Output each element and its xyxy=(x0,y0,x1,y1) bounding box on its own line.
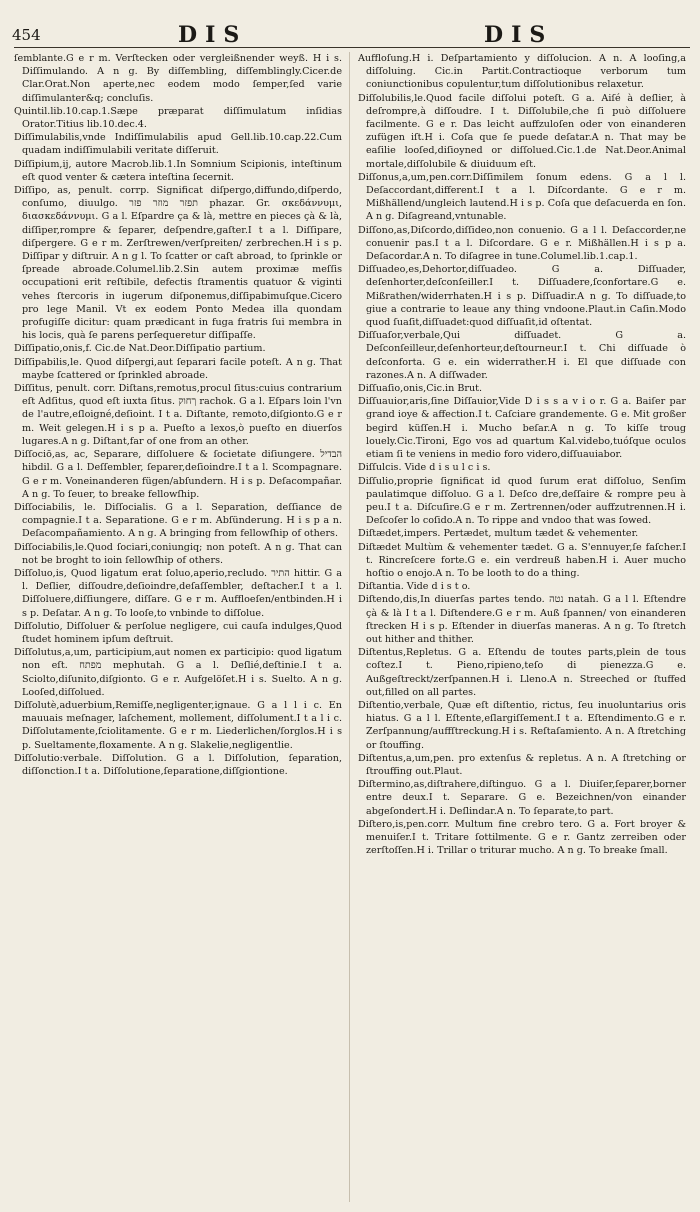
dictionary-entry: Diſſociabilis,le.Quod ſociari,coniungiq; non poteſt. A n g. That can not be broght to ioin ſellowſhip of others. xyxy=(14,541,342,566)
column-divider xyxy=(349,52,350,1202)
dictionary-entry: Diſſipabilis,le. Quod diſpergi,aut ſeparari facile poteſt. A n g. That maybe ſcattered or ſprinkled abroade. xyxy=(14,356,342,381)
dictionary-entry: Diſtantia. Vide d i s t o. xyxy=(358,581,471,593)
dictionary-entry: Diſſonus,a,um,pen.corr.Diſſimilem ſonum edens. G a l l. Deſaccordant,different.I t a l. Diſcordante. G e r m. Mißhällend/ungleich lautend.H i s p. Coſa que deſacuerda en ſon. A n g. Diſagreand,vntunable. xyxy=(358,171,686,223)
running-head-right: DIS xyxy=(484,22,554,48)
dictionary-entry: Diſtermino,as,diſtrahere,diſtinguo. G a l. Diuiſer,ſeparer,borner entre deux.I t. Separare. G e. Bezeichnen/von einander abgeſondert.H i. Deſlindar.A n. To ſeparate,to part. xyxy=(358,779,686,817)
dictionary-entry: Diſtentus,Repletus. G a. Eſtendu de toutes parts,plein de tous coſtez.I t. Pieno,ripieno,teſo di pienezza.G e. Außgeſtreckt/zerſpannen.H i. Lleno.A n. Streeched or ſtuffed out,filled on all partes. xyxy=(358,647,686,698)
dictionary-entry: Diſſulcis. Vide d i s u l c i s. xyxy=(358,462,491,474)
dictionary-entry: Diſſono,as,Diſcordo,diſſideo,non conuenio. G a l l. Deſaccorder,ne conuenir pas.I t a l. Diſcordare. G e r. Mißhällen.H i s p a. Deſacordar.A n. To diſagree in tune.Columel.lib.1.cap.1. xyxy=(358,224,686,263)
dictionary-entry: Auffloſung.H i. Deſpartamiento y diſſolucion. A n. A looſing,a diſſoluing. Cic.in Partit.Contractioque verborum tum coniunctionibus copulentur,tum diſſolutionibus relaxetur. xyxy=(358,53,686,91)
dictionary-entry: Diſſuadeo,es,Dehortor,diſſuadeo. G a. Diſſuader, deſenhorter,deſconſeiller.I t. Diſſuadere,ſconfortare.G e. Mißrathen/widerrhaten.H i s p. Diſſuadir.A n g. To diſſuade,to giue a contrarie to leaue any thing vndoone.Plaut.in Caſin.Modo quod ſuaſit,diſſuadet:quod diſſuaſit,id oſtentat. xyxy=(358,264,686,329)
dictionary-entry: Diſſipatio,onis,f. Cic.de Nat.Deor.Diſſipatio partium. xyxy=(14,343,266,355)
dictionary-entry: Diſſociabilis, le. Diſſocialis. G a l. Separation, deſſiance de compagnie.I t a. Separatione. G e r m. Abſünderung. H i s p a n. Deſacompañamiento. A n g. A bringing from fellowſhip of others. xyxy=(14,501,342,540)
dictionary-entry: Diſſuaſor,verbale,Qui diſſuadet. G a. Deſconſeilleur,deſenhorteur,deſtourneur.I t. Chi diſſuade ò deſconforta. G e. ein widerrather.H i. El que diſſuade con razones.A n. A diſſwader. xyxy=(358,330,686,381)
dictionary-entry: Diſſulio,proprie ſignificat id quod ſurum erat diſſoluo, Senſim paulatimque diſſoluo. G a l. Deſco dre,deſſaire & rompre peu à peu.I t a. Diſcuſire.G e r m. Zertrennen/oder auffzutrennen.H i. Deſcoſer lo coſido.A n. To rippe and vndoo that was ſowed. xyxy=(358,475,686,527)
dictionary-entry: Diſtendo,dis,In diuerſas partes tendo. נטה natah. G a l l. Eſtendre çà & là I t a l. Diſtendere.G e r m. Auß ſpannen/ von einanderen ſtrecken H i s p. Eſtender in diuerſas maneras. A n g. To ſtretch out hither and thither. xyxy=(358,594,686,645)
dictionary-entry: Quintil.lib.10.cap.1.Sæpe præparat diſſimulatum inſidias Orator.Titius lib.10.dec.4. xyxy=(14,105,342,131)
dictionary-entry: Diſtero,is,pen.corr. Multum fine crebro tero. G a. Fort broyer & menuiſer.I t. Tritare ſottilmente. G e r. Gantz zerreiben oder zerſtoſſen.H i. Trillar o triturar mucho. A n g. To breake ſmall. xyxy=(358,818,686,857)
dictionary-entry: Diſſolutio, Diſſoluer & perſolue negligere, cui cauſa indulges,Quod ſtudet hominem ipſum deſtruit. xyxy=(14,620,342,645)
dictionary-entry: Diſſolutio:verbale. Diſſolution. G a l. Diſſolution, ſeparation, diſſonction.I t a. Diſſolutione,ſeparatione,diſſgiontione. xyxy=(14,752,342,777)
dictionary-entry: Diſſuauior,aris,ſine Diſſauior,Vide D i s s a v i o r. G a. Baiſer par grand ioye & affection.I t. Caſciare grandemente. G e. Mit großer begird küſſen.H i. Mucho beſar.A n g. To kiſſe troug louely.Cic.Tironi, Ego vos ad quartum Kal.videbo,tuóſque oculos etiam ſi te veniens in medio foro videro,diſſuauiabor. xyxy=(358,396,686,461)
dictionary-entry: Diſſolubilis,le.Quod facile diſſolui poteſt. G a. Aiſé à deſlier, à deſrompre,à diſſoudre. I t. Diſſolubile,che ſi può diſſoluere facilmente. G e r. Das leicht auffzuloſen oder von einanderen zufügen iſt.H i. Coſa que ſe puede deſatar.A n. That may be eaſilie looſed,diſioyned or diſſolued.Cic.1.de Nat.Deor.Animal mortale,diſſolubile & diuiduum eſt. xyxy=(358,92,686,170)
dictionary-entry: Diſſimulabilis,vnde Indiſſimulabilis apud Gell.lib.10.cap.22.Cum quadam indiſſimulabili veritate diſſeruit. xyxy=(14,132,342,157)
right-column xyxy=(358,52,686,1202)
dictionary-entry: Diſtentus,a,um,pen. pro extenſus & repletus. A n. A ſtretching or ſtrouffing out.Plaut. xyxy=(358,752,686,777)
dictionary-entry: ſemblante.G e r m. Verſtecken oder vergleißnender weyß. H i s. Diſſimulando. A n g. By diſſembling, diſſemblingly.Cicer.de Clar.Orat.Non aperte,nec eodem modo ſemper,ſed varie diſſimulanter&q; concluſis. xyxy=(14,53,342,104)
left-column xyxy=(14,52,342,1202)
page-number: 454 xyxy=(12,26,41,44)
dictionary-entry: Diſſolutus,a,um, participium,aut nomen ex participio: quod ligatum non eſt. מפתח mephutah. G a l. Deſlié,deſtinie.I t a. Sciolto,diſunito,diſgionto. G e r. Aufgelöſet.H i s. Suelto. A n g. Looſed,diſſolued. xyxy=(14,647,342,698)
dictionary-entry: Diſſoluo,is, Quod ligatum erat ſoluo,aperio,recludo. התיר hittir. G a l. Deſlier, diſſoudre,deſioindre,deſaſſembler, deſtacher.I t a l. Diſſoluere,diſſiungere, diſſare. G e r m. Auffloeſen/entbinden.H i s p. Deſatar. A n g. To looſe,to vnbinde to diſſolue. xyxy=(14,567,342,619)
dictionary-entry: Diſtædet,impers. Pertædet, multum tædet & vehementer. xyxy=(358,528,639,540)
dictionary-entry: Diſſipium,ij, autore Macrob.lib.1.In Somnium Scipionis, inteſtinum eſt quod venter & cætera inteſtina ſecernit. xyxy=(14,158,342,183)
dictionary-entry: Diſtentio,verbale, Quæ eſt diſtentio, rictus, ſeu inuoluntarius oris hiatus. G a l l. Eſtente,eſlargiſſement.I t a. Eſtendimento.G e r. Zerſpannung/auffſtreckung.H i s. Reſtaſamiento. A n. A ſtretching or ſtouffing. xyxy=(358,699,686,751)
running-head-left: DIS xyxy=(178,22,248,48)
dictionary-entry: Diſtædet Multùm & vehementer tædet. G a. S'ennuyer,ſe faſcher.I t. Rincreſcere forte.G e. ein verdreuß haben.H i. Auer mucho hoſtio o enojo.A n. To be looth to do a thing. xyxy=(358,541,686,579)
dictionary-entry: Diſſociō,as, ac, Separare, diſſoluere & ſocietate diſiungere. הבדיל hibdil. G a l. Deſſembler, ſeparer,deſioindre.I t a l. Scompagnare. G e r m. Voneinanderen fügen/abſundern. H i s p. Deſacompañar. A n g. To ſeuer, to breake fellowſhip. xyxy=(14,449,342,500)
header-rule xyxy=(14,47,690,48)
dictionary-entry: Diſſolutè,aduerbium,Remiſſe,negligenter,ignaue. G a l l i c. En mauuais meſnager, laſchement, mollement, diſſolument.I t a l i c. Diſſolutamente,ſciolitamente. G e r m. Liederlichen/ſorglos.H i s p. Sueltamente,floxamente. A n g. Slakelie,negligentlie. xyxy=(14,699,342,751)
dictionary-entry: Diſſitus, penult. corr. Diſtans,remotus,procul ſitus:cuius contrarium eſt Adſitus, quod eſt iuxta ſitus. ךחוק rachok. G a l. Eſpars loin l'vn de l'autre,eſloigné,deſioint. I t a. Diſtante, remoto,diſgionto.G e r m. Weit gelegen.H i s p a. Pueſto a lexos,ò pueſto en diuerſos lugares.A n g. Diſtant,far of one from an other. xyxy=(14,383,342,447)
dictionary-entry: Diſſuaſio,onis,Cic.in Brut. xyxy=(358,383,483,395)
dictionary-entry: Diſſipo, as, penult. corrp. Significat diſpergo,diffundo,diſperdo, conſumo, diuulgo. תפזר מוזר פזר phazar. Gr. σκεδάννυμι, διασκεδάννυμι. G a l. Eſpardre ça & là, mettre en pieces çà & là, diſſiper,rompre & ſeparer, deſpendre,gaſter.I t a l. Diſſipare, diſpergere. G e r m. Zerſtrewen/verſpreiten/ zerbrechen.H i s p. Diſſipar y diſtruir. A n g l. To ſcatter or caſt abroad, to ſprinkle or ſpreade abroade.Columel.lib.2.Sin autem proximæ meſſis occupationi erit reſtibile, defectis ſtramentis quatuor & viginti vehes ſtercoris in iugerum diſponemus,diſſipabimuſque.Cicero pro lege Manil. Vt ex eodem Ponto Medea illa quondam profugiſſe dicitur: quam prædicant in fuga fratris ſui membra in his locis, quà ſe parens perſequeretur diſſipaſſe. xyxy=(14,185,342,342)
